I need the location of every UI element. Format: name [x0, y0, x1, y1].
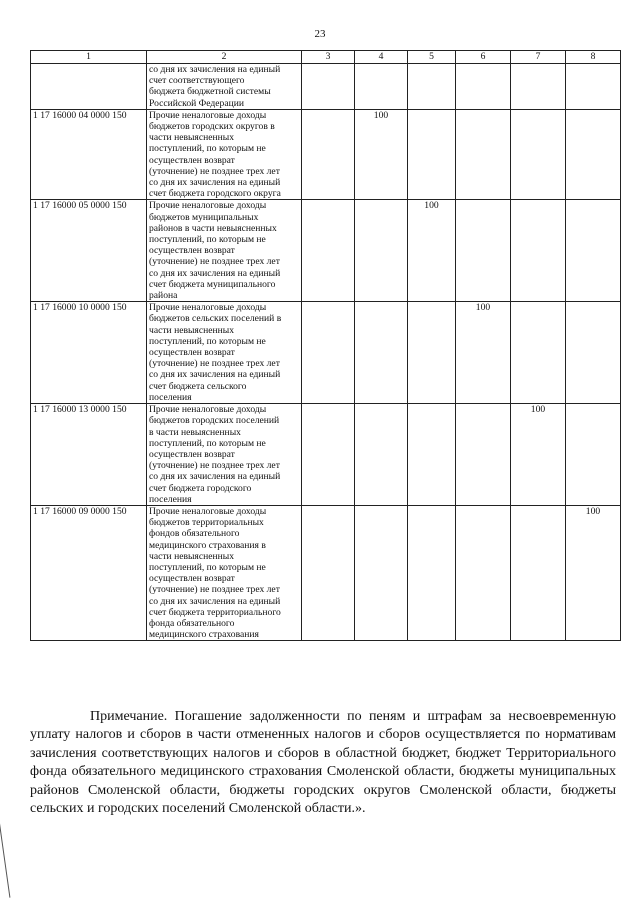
description-line: поступлений, по которым не [149, 561, 266, 573]
description-line: счет бюджета городского [149, 482, 252, 494]
description-line: бюджетов муниципальных [149, 211, 259, 223]
norm-value-cell: 100 [355, 109, 408, 200]
description-line: счет бюджета муниципального [149, 278, 276, 290]
table-row [31, 64, 621, 110]
norm-value-cell [355, 404, 408, 506]
norm-value-cell [355, 200, 408, 302]
revenue-description-cell [147, 302, 302, 404]
description-line: бюджетов городских поселений [149, 415, 280, 427]
norm-value-cell [511, 302, 566, 404]
description-line: бюджетов территориальных [149, 517, 264, 529]
column-header: 8 [566, 51, 621, 64]
norm-value-cell [511, 200, 566, 302]
description-line: со дня их зачисления на единый [149, 471, 281, 483]
description-line: со дня их зачисления на единый [149, 369, 281, 381]
norm-value-cell [511, 64, 566, 110]
description-line: осуществлен возврат [149, 154, 235, 166]
norm-value-cell [355, 302, 408, 404]
column-header: 7 [511, 51, 566, 64]
description-line: поселения [149, 493, 192, 505]
description-line: в части невыясненных [149, 426, 241, 438]
norm-value-cell [408, 404, 456, 506]
norm-value-cell [456, 505, 511, 640]
revenue-code-cell: 1 17 16000 09 0000 150 [31, 505, 147, 640]
column-header: 3 [302, 51, 355, 64]
description-line: осуществлен возврат [149, 573, 235, 585]
table-row [31, 505, 621, 640]
norm-value-cell [355, 505, 408, 640]
norm-value-cell [302, 200, 355, 302]
norm-value-cell [355, 64, 408, 110]
description-line: фондов обязательного [149, 528, 240, 540]
description-line: счет бюджета территориального [149, 606, 281, 618]
norm-value-cell [456, 109, 511, 200]
norm-value-cell [408, 64, 456, 110]
column-header: 2 [147, 51, 302, 64]
norm-value-cell [408, 109, 456, 200]
description-line: Прочие неналоговые доходы [149, 505, 267, 517]
revenue-description-cell [147, 404, 302, 506]
description-line: поступлений, по которым не [149, 143, 266, 155]
description-line: со дня их зачисления на единый [149, 64, 281, 75]
norm-value-cell: 100 [566, 505, 621, 640]
norm-value-cell [456, 200, 511, 302]
norm-value-cell [566, 200, 621, 302]
norm-value-cell: 100 [408, 200, 456, 302]
norm-value-cell [408, 302, 456, 404]
description-line: осуществлен возврат [149, 245, 235, 257]
revenue-code-cell: 1 17 16000 10 0000 150 [31, 302, 147, 404]
norm-value-cell [456, 64, 511, 110]
table-row [31, 200, 621, 302]
revenue-description-cell [147, 505, 302, 640]
description-line: района [149, 290, 178, 302]
norm-value-cell [456, 404, 511, 506]
description-line: районов в части невыясненных [149, 222, 277, 234]
description-line: медицинского страхования в [149, 539, 266, 551]
norm-value-cell [302, 302, 355, 404]
norm-value-cell [302, 64, 355, 110]
norm-value-cell: 100 [511, 404, 566, 506]
description-line: со дня их зачисления на единый [149, 177, 281, 189]
description-line: Прочие неналоговые доходы [149, 404, 267, 416]
description-line: бюджета бюджетной системы [149, 86, 271, 98]
description-line: Прочие неналоговые доходы [149, 200, 267, 212]
description-line: (уточнение) не позднее трех лет [149, 358, 280, 370]
description-line: бюджетов городских округов в [149, 121, 275, 133]
description-line: поступлений, по которым не [149, 437, 266, 449]
description-line: фонда обязательного [149, 617, 235, 629]
norm-value-cell [566, 64, 621, 110]
description-line: (уточнение) не позднее трех лет [149, 584, 280, 596]
description-line: (уточнение) не позднее трех лет [149, 460, 280, 472]
table-row [31, 404, 621, 506]
description-line: части невыясненных [149, 324, 235, 336]
revenue-description-cell [147, 64, 302, 110]
description-line: поселения [149, 391, 192, 403]
margin-line [0, 820, 10, 897]
norm-value-cell [511, 109, 566, 200]
norm-value-cell [566, 109, 621, 200]
norm-value-cell [302, 505, 355, 640]
revenue-description-cell [147, 109, 302, 200]
description-line: поступлений, по которым не [149, 234, 266, 246]
revenue-code-cell: 1 17 16000 13 0000 150 [31, 404, 147, 506]
description-line: Прочие неналоговые доходы [149, 302, 267, 314]
description-line: Российской Федерации [149, 97, 244, 109]
norm-value-cell [511, 505, 566, 640]
column-header: 6 [456, 51, 511, 64]
description-line: части невыясненных [149, 132, 235, 144]
description-line: осуществлен возврат [149, 448, 235, 460]
page-number: 23 [314, 28, 326, 40]
description-line: (уточнение) не позднее трех лет [149, 165, 280, 177]
revenue-distribution-table [30, 50, 621, 641]
description-line: счет бюджета сельского [149, 380, 247, 392]
norm-value-cell [302, 109, 355, 200]
table-row [31, 302, 621, 404]
norm-value-cell [566, 404, 621, 506]
revenue-code-cell: 1 17 16000 04 0000 150 [31, 109, 147, 200]
description-line: части невыясненных [149, 550, 235, 562]
description-line: бюджетов сельских поселений в [149, 313, 282, 325]
description-line: медицинского страхования [149, 629, 259, 641]
revenue-description-cell [147, 200, 302, 302]
norm-value-cell [408, 505, 456, 640]
norm-value-cell [566, 302, 621, 404]
description-line: поступлений, по которым не [149, 335, 266, 347]
column-header: 5 [408, 51, 456, 64]
table-header-row [31, 51, 621, 64]
description-line: (уточнение) не позднее трех лет [149, 256, 280, 268]
table-row [31, 109, 621, 200]
column-header: 4 [355, 51, 408, 64]
norm-value-cell [302, 404, 355, 506]
description-line: со дня их зачисления на единый [149, 267, 281, 279]
revenue-code-cell [31, 64, 147, 110]
footnote-note: Примечание. Погашение задолженности по пеням и штрафам за несвоевременную уплату налогов и сборов в части отмененных налогов и сборов осуществляется по нормативам зачисления соответствующих налогов и сборов в областной бюджет, бюджет Территориального фонда обязательного медицинского страхования Смоленской области, бюджеты муниципальных районов Смоленской области, бюджеты городских округов Смоленской области, бюджеты сельских и городских поселений Смоленской области.». [30, 709, 616, 817]
revenue-code-cell: 1 17 16000 05 0000 150 [31, 200, 147, 302]
description-line: счет соответствующего [149, 75, 245, 87]
norm-value-cell: 100 [456, 302, 511, 404]
description-line: осуществлен возврат [149, 347, 235, 359]
description-line: счет бюджета городского округа [149, 188, 281, 200]
description-line: со дня их зачисления на единый [149, 595, 281, 607]
column-header: 1 [31, 51, 147, 64]
description-line: Прочие неналоговые доходы [149, 109, 267, 121]
